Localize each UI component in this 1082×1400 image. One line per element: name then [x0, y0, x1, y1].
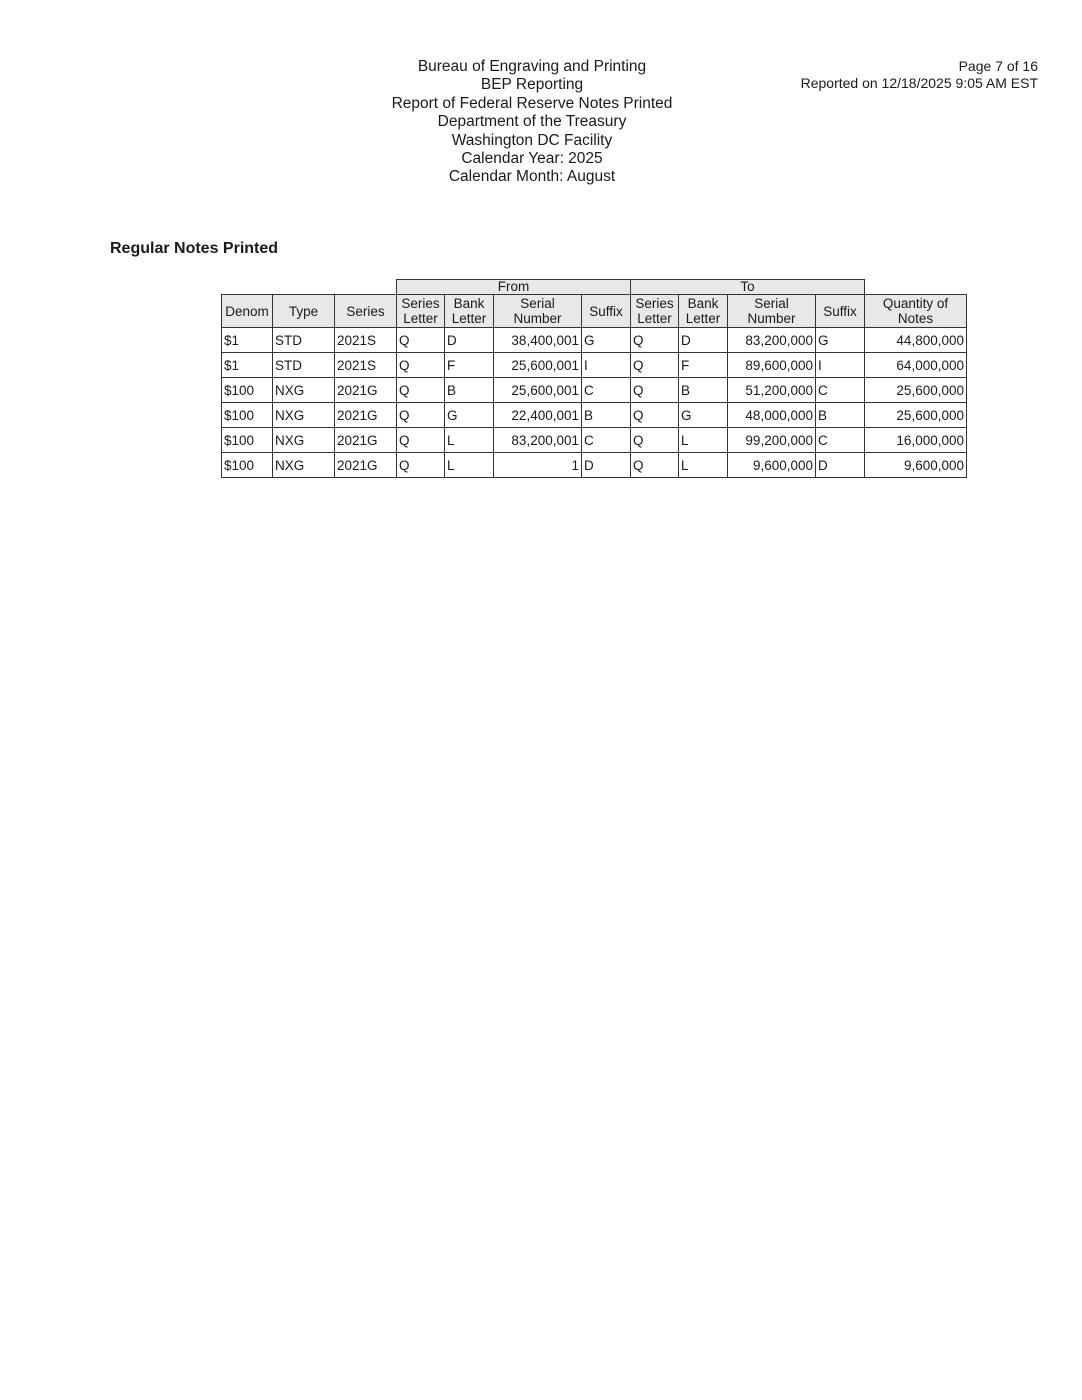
col-series: Series	[335, 295, 397, 328]
cell-from-series-letter: Q	[397, 378, 445, 403]
cell-from-suffix: G	[582, 328, 631, 353]
col-to-suffix: Suffix	[816, 295, 865, 328]
table-row	[222, 453, 967, 478]
col-type: Type	[273, 295, 335, 328]
cell-quantity: 25,600,000	[865, 378, 967, 403]
cell-denom: $100	[222, 453, 273, 478]
page-number: Page 7 of 16	[958, 58, 1038, 74]
cell-from-bank-letter: G	[445, 403, 494, 428]
cell-from-bank-letter: L	[445, 453, 494, 478]
cell-series: 2021S	[335, 328, 397, 353]
cell-denom: $100	[222, 428, 273, 453]
cell-from-serial-number: 22,400,001	[494, 403, 582, 428]
cell-type: NXG	[273, 378, 335, 403]
cell-to-bank-letter: F	[679, 353, 728, 378]
col-label-line: Serial	[520, 296, 555, 311]
cell-from-bank-letter: L	[445, 428, 494, 453]
cell-series: 2021G	[335, 453, 397, 478]
table-row	[222, 328, 967, 353]
col-label-line: Letter	[451, 311, 487, 326]
cell-from-series-letter: Q	[397, 403, 445, 428]
col-label-line: Notes	[897, 311, 934, 326]
cell-from-suffix: C	[582, 428, 631, 453]
cell-denom: $1	[222, 353, 273, 378]
header-line-system: BEP Reporting	[480, 76, 584, 94]
cell-from-series-letter: Q	[397, 353, 445, 378]
cell-to-suffix: G	[816, 328, 865, 353]
group-header-spacer	[222, 280, 397, 295]
cell-series: 2021G	[335, 428, 397, 453]
notes-table	[221, 279, 967, 478]
cell-from-serial-number: 25,600,001	[494, 353, 582, 378]
column-header-row	[222, 295, 967, 328]
header-line-report-title: Report of Federal Reserve Notes Printed	[391, 94, 673, 112]
col-label-line: Series	[401, 296, 440, 311]
group-header-from: From	[397, 280, 631, 295]
cell-denom: $100	[222, 403, 273, 428]
cell-to-series-letter: Q	[631, 453, 679, 478]
cell-type: STD	[273, 328, 335, 353]
cell-from-series-letter: Q	[397, 328, 445, 353]
cell-quantity: 9,600,000	[865, 453, 967, 478]
cell-from-bank-letter: F	[445, 353, 494, 378]
cell-denom: $1	[222, 328, 273, 353]
header-line-month: Calendar Month: August	[448, 168, 616, 186]
col-quantity	[865, 295, 967, 328]
col-to-serial-number	[728, 295, 816, 328]
cell-to-bank-letter: D	[679, 328, 728, 353]
col-label-line: Number	[747, 311, 796, 326]
col-from-bank-letter	[445, 295, 494, 328]
cell-from-suffix: B	[582, 403, 631, 428]
cell-series: 2021G	[335, 378, 397, 403]
cell-to-serial-number: 83,200,000	[728, 328, 816, 353]
cell-quantity: 16,000,000	[865, 428, 967, 453]
col-label-line: Series	[635, 296, 674, 311]
cell-to-bank-letter: L	[679, 453, 728, 478]
cell-to-serial-number: 48,000,000	[728, 403, 816, 428]
col-label-line: Number	[513, 311, 562, 326]
cell-from-serial-number: 1	[494, 453, 582, 478]
header-line-agency: Bureau of Engraving and Printing	[417, 58, 647, 75]
cell-to-series-letter: Q	[631, 378, 679, 403]
header-line-year: Calendar Year: 2025	[461, 150, 603, 168]
header-line-facility: Washington DC Facility	[451, 131, 613, 149]
col-to-series-letter	[631, 295, 679, 328]
cell-to-bank-letter: L	[679, 428, 728, 453]
cell-to-bank-letter: B	[679, 378, 728, 403]
cell-to-bank-letter: G	[679, 403, 728, 428]
cell-to-suffix: B	[816, 403, 865, 428]
group-header-spacer	[865, 280, 967, 295]
cell-from-serial-number: 25,600,001	[494, 378, 582, 403]
report-meta	[801, 58, 1038, 91]
cell-from-bank-letter: D	[445, 328, 494, 353]
cell-type: STD	[273, 353, 335, 378]
cell-to-suffix: C	[816, 428, 865, 453]
table-body	[222, 328, 967, 478]
cell-from-serial-number: 83,200,001	[494, 428, 582, 453]
cell-from-bank-letter: B	[445, 378, 494, 403]
cell-to-serial-number: 9,600,000	[728, 453, 816, 478]
cell-from-serial-number: 38,400,001	[494, 328, 582, 353]
cell-series: 2021S	[335, 353, 397, 378]
col-label-line: Letter	[685, 311, 721, 326]
table-row	[222, 428, 967, 453]
cell-from-suffix: I	[582, 353, 631, 378]
cell-type: NXG	[273, 428, 335, 453]
table-row	[222, 403, 967, 428]
col-from-suffix: Suffix	[582, 295, 631, 328]
group-header-to: To	[631, 280, 865, 295]
col-label-line: Bank	[687, 296, 719, 311]
cell-quantity: 64,000,000	[865, 353, 967, 378]
cell-type: NXG	[273, 403, 335, 428]
cell-type: NXG	[273, 453, 335, 478]
cell-to-suffix: D	[816, 453, 865, 478]
cell-to-suffix: C	[816, 378, 865, 403]
reported-timestamp: Reported on 12/18/2025 9:05 AM EST	[800, 74, 1038, 91]
table-row	[222, 353, 967, 378]
col-label-line: Bank	[453, 296, 485, 311]
cell-to-serial-number: 89,600,000	[728, 353, 816, 378]
cell-from-series-letter: Q	[397, 453, 445, 478]
table-row	[222, 378, 967, 403]
header-line-department: Department of the Treasury	[437, 113, 627, 131]
cell-from-series-letter: Q	[397, 428, 445, 453]
col-denom: Denom	[222, 295, 273, 328]
cell-to-suffix: I	[816, 353, 865, 378]
cell-to-serial-number: 99,200,000	[728, 428, 816, 453]
cell-series: 2021G	[335, 403, 397, 428]
group-header-row	[222, 280, 967, 295]
cell-quantity: 44,800,000	[865, 328, 967, 353]
col-label-line: Letter	[403, 311, 438, 326]
section-title: Regular Notes Printed	[110, 240, 279, 257]
cell-to-series-letter: Q	[631, 428, 679, 453]
col-to-bank-letter	[679, 295, 728, 328]
cell-from-suffix: C	[582, 378, 631, 403]
cell-to-series-letter: Q	[631, 403, 679, 428]
col-label-line: Serial	[754, 296, 789, 311]
cell-denom: $100	[222, 378, 273, 403]
col-label-line: Letter	[637, 311, 672, 326]
col-from-serial-number	[494, 295, 582, 328]
cell-to-serial-number: 51,200,000	[728, 378, 816, 403]
cell-quantity: 25,600,000	[865, 403, 967, 428]
cell-from-suffix: D	[582, 453, 631, 478]
cell-to-series-letter: Q	[631, 328, 679, 353]
cell-to-series-letter: Q	[631, 353, 679, 378]
col-label-line: Quantity of	[882, 296, 949, 311]
col-from-series-letter	[397, 295, 445, 328]
